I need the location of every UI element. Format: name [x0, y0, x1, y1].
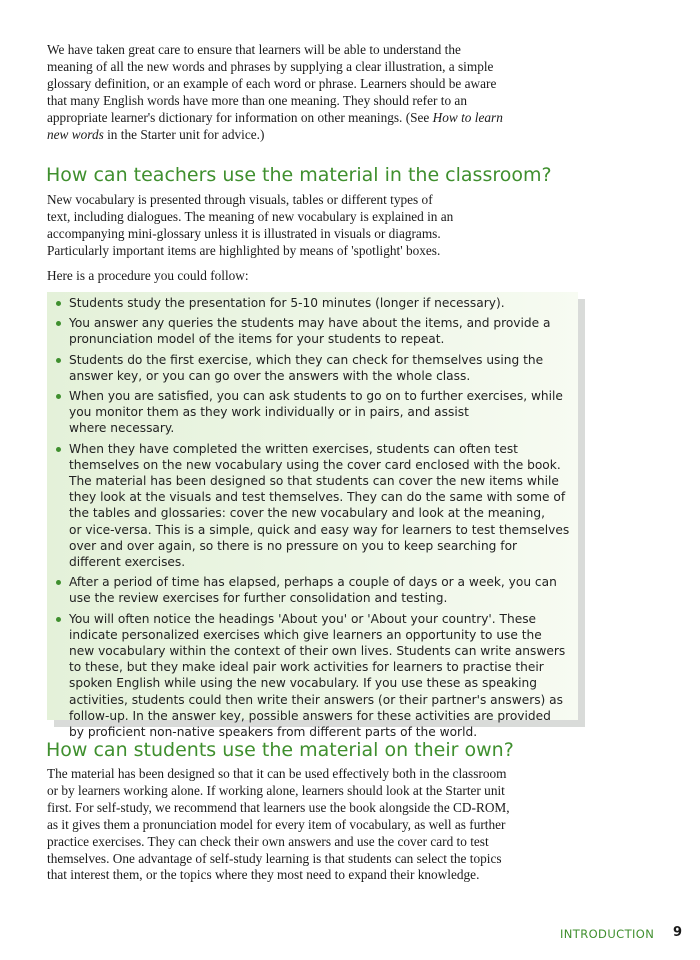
step-line: pronunciation model of the items for your students to repeat. — [69, 332, 445, 347]
paragraph-line: themselves. One advantage of self-study learning is that students can select the topics — [47, 850, 502, 866]
bullet-icon — [56, 358, 61, 363]
procedure-intro: Here is a procedure you could follow: — [47, 268, 249, 283]
bullet-icon — [56, 394, 61, 399]
procedure-step — [47, 611, 578, 741]
step-line: by proficient non-native speakers from different parts of the world. — [69, 725, 478, 740]
procedure-step — [47, 295, 578, 311]
procedure-step — [47, 388, 578, 437]
step-line: The material has been designed so that students can cover the new items while — [69, 474, 559, 489]
intro-line: that many English words have more than one meaning. They should refer to an — [47, 92, 467, 108]
step-line: When you are satisfied, you can ask students to go on to further exercises, while — [69, 389, 563, 404]
paragraph-line: accompanying mini-glossary unless it is illustrated in visuals or diagrams. — [47, 225, 441, 241]
paragraph-line: or by learners working alone. If working alone, learners should look at the Starter unit — [47, 782, 505, 798]
page-number: 9 — [673, 925, 683, 940]
intro-line-text: in the Starter unit for advice.) — [103, 126, 265, 142]
step-line: indicate personalized exercises which give learners an opportunity to use the — [69, 627, 542, 642]
intro-line-text: appropriate learner's dictionary for information on other meanings. (See — [47, 109, 430, 125]
step-line: When they have completed the written exercises, students can often test — [69, 441, 518, 456]
step-line: over and over again, so there is no pressure on you to keep searching for — [69, 538, 518, 553]
bullet-icon — [56, 321, 61, 326]
step-line: follow-up. In the answer key, possible answers for these activities are provided — [69, 708, 551, 723]
intro-paragraph — [47, 42, 627, 143]
paragraph-line: practice exercises. They can check their own answers and use the cover card to test — [47, 833, 489, 849]
step-line: answer key, or you can go over the answers with the whole class. — [69, 368, 471, 383]
section-heading-teachers: How can teachers use the material in the classroom? — [46, 164, 552, 186]
step-line: to these, but they make ideal pair work activities for learners to practise their — [69, 660, 544, 675]
procedure-step — [47, 441, 578, 571]
paragraph-line: first. For self-study, we recommend that learners use the book alongside the CD-ROM, — [47, 799, 510, 815]
teachers-paragraph — [47, 192, 627, 260]
bullet-icon — [56, 580, 61, 585]
procedure-list — [47, 295, 578, 744]
step-line: different exercises. — [69, 555, 186, 570]
paragraph-line: that interest them, or the topics where they most need to expand their knowledge. — [47, 867, 480, 883]
step-line: After a period of time has elapsed, perhaps a couple of days or a week, you can — [69, 575, 557, 590]
paragraph-line: as it gives them a pronunciation model for every item of vocabulary, as well as further — [47, 816, 506, 832]
step-line: where necessary. — [69, 421, 175, 436]
step-line: they look at the visuals and test themselves. They can do the same with some of — [69, 490, 566, 505]
intro-line: We have taken great care to ensure that learners will be able to understand the — [47, 42, 461, 57]
intro-italic-reference: How to learn — [432, 109, 503, 125]
step-line: themselves on the new vocabulary using the cover card enclosed with the book. — [69, 457, 561, 472]
intro-line: meaning of all the new words and phrases by supplying a clear illustration, a simple — [47, 58, 494, 74]
paragraph-line: Particularly important items are highlighted by means of 'spotlight' boxes. — [47, 242, 441, 258]
bullet-icon — [56, 301, 61, 306]
paragraph-line: text, including dialogues. The meaning of new vocabulary is explained in an — [47, 208, 454, 224]
step-line: you monitor them as they work individually or in pairs, and assist — [69, 405, 469, 420]
paragraph-line: The material has been designed so that it can be used effectively both in the classroom — [47, 766, 507, 781]
section-heading-students: How can students use the material on their own? — [46, 739, 514, 761]
bullet-icon — [56, 617, 61, 622]
step-line: You answer any queries the students may have about the items, and provide a — [69, 316, 551, 331]
intro-italic-reference: new words — [47, 126, 104, 142]
step-line: You will often notice the headings 'About you' or 'About your country'. These — [69, 611, 537, 626]
bullet-icon — [56, 447, 61, 452]
running-footer-label: INTRODUCTION — [560, 927, 655, 941]
procedure-step — [47, 315, 578, 347]
step-line: Students do the first exercise, which they can check for themselves using the — [69, 352, 544, 367]
procedure-step — [47, 352, 578, 384]
paragraph-line: New vocabulary is presented through visuals, tables or different types of — [47, 192, 433, 207]
step-line: or vice-versa. This is a simple, quick and easy way for learners to test themselves — [69, 522, 570, 537]
step-line: Students study the presentation for 5-10 minutes (longer if necessary). — [69, 296, 505, 310]
intro-line — [47, 127, 627, 144]
step-line: use the review exercises for further consolidation and testing. — [69, 591, 448, 606]
step-line: the tables and glossaries: cover the new vocabulary and look at the meaning, — [69, 506, 545, 521]
step-line: activities, students could then write their answers (or their partner's answers) as — [69, 692, 563, 707]
intro-line: glossary definition, or an example of each word or phrase. Learners should be aware — [47, 75, 497, 91]
students-paragraph — [47, 766, 627, 884]
intro-line — [47, 110, 627, 127]
step-line: new vocabulary within the context of their own lives. Students can write answers — [69, 644, 566, 659]
procedure-step — [47, 574, 578, 606]
step-line: spoken English while using the new vocabulary. If you use these as speaking — [69, 676, 537, 691]
